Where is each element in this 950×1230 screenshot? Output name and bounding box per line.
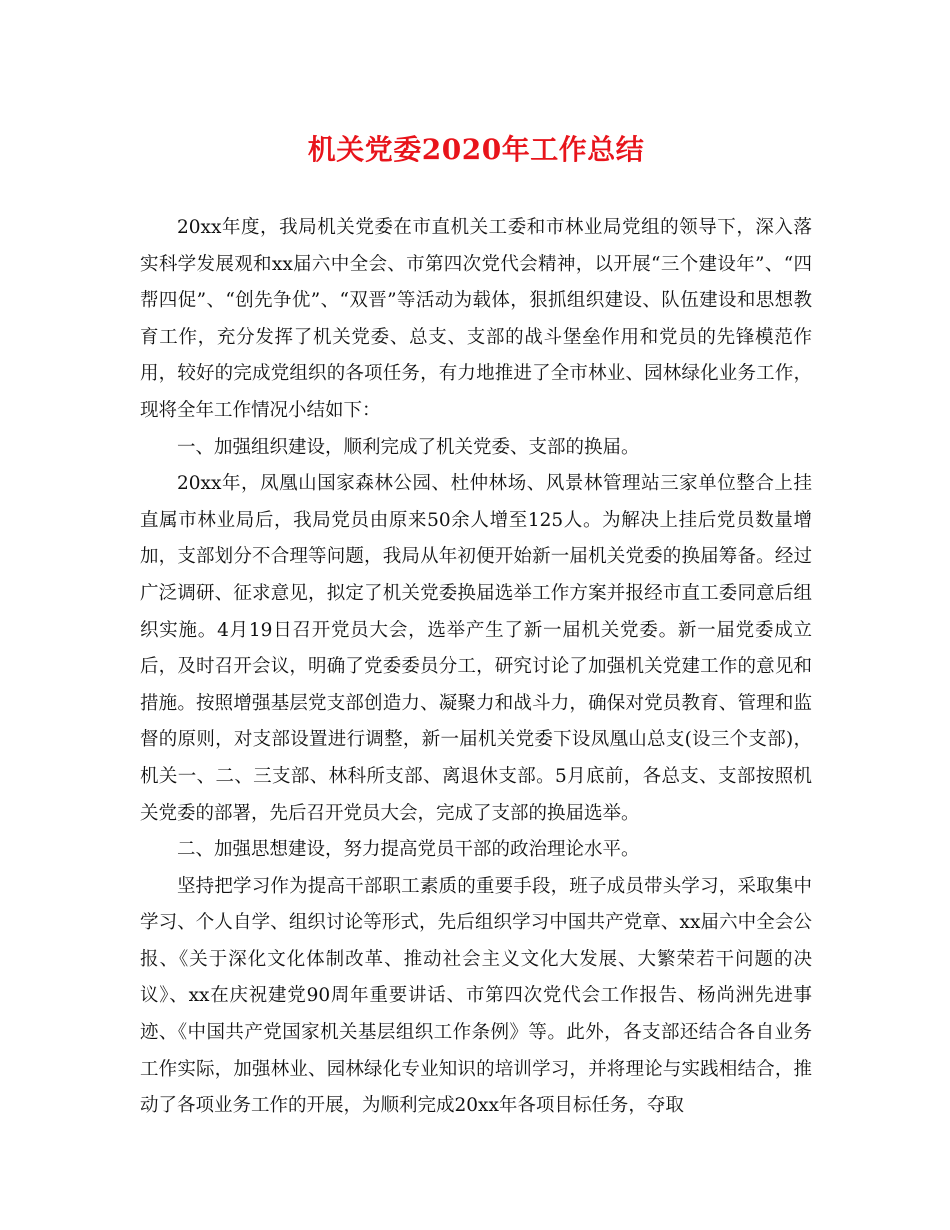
page-title: 机关党委2020年工作总结 — [307, 133, 645, 166]
section-heading-1: 一、加强组织建设，顺利完成了机关党委、支部的换届。 — [177, 436, 640, 458]
intro-paragraph: 20xx年度，我局机关党委在市直机关工委和市林业局党组的领导下，深入落实科学发展观和xx届六中全会、市第四次党代会精神，以开展“三个建设年”、“四帮四促”、“创先争优”、“双晋”等活动为载体，狠抓组织建设、队伍建设和思想教育工作，充分发挥了机关党委、总支、支部的战斗堡垒作用和党员的先锋模范作用，较好的完成党组织的各项任务，有力地推进了全市林业、园林绿化业务工作，现将全年工作情况小结如下： — [140, 217, 812, 421]
section-1-paragraph: 20xx年，凤凰山国家森林公园、杜仲林场、风景林管理站三家单位整合上挂直属市林业局后，我局党员由原来50余人增至125人。为解决上挂后党员数量增加，支部划分不合理等问题，我局从年初便开始新一届机关党委的换届筹备。经过广泛调研、征求意见，拟定了机关党委换届选举工作方案并报经市直工委同意后组织实施。4月19日召开党员大会，选举产生了新一届机关党委。新一届党委成立后，及时召开会议，明确了党委委员分工，研究讨论了加强机关党建工作的意见和措施。按照增强基层党支部创造力、凝聚力和战斗力，确保对党员教育、管理和监督的原则，对支部设置进行调整，新一届机关党委下设凤凰山总支(设三个支部)，机关一、二、三支部、林科所支部、离退休支部。5月底前，各总支、支部按照机关党委的部署，先后召开党员大会，完成了支部的换届选举。 — [140, 473, 812, 824]
section-heading-2: 二、加强思想建设，努力提高党员干部的政治理论水平。 — [177, 839, 640, 861]
section-2-paragraph: 坚持把学习作为提高干部职工素质的重要手段，班子成员带头学习，采取集中学习、个人自学、组织讨论等形式，先后组织学习中国共产党章、xx届六中全会公报、《关于深化文化体制改革、推动社会主义文化大发展、大繁荣若干问题的决议》、xx在庆祝建党90周年重要讲话、市第四次党代会工作报告、杨尚洲先进事迹、《中国共产党国家机关基层组织工作条例》等。此外，各支部还结合各自业务工作实际，加强林业、园林绿化专业知识的培训学习，并将理论与实践相结合，推动了各项业务工作的开展，为顺利完成20xx年各项目标任务，夺取 — [140, 875, 812, 1117]
